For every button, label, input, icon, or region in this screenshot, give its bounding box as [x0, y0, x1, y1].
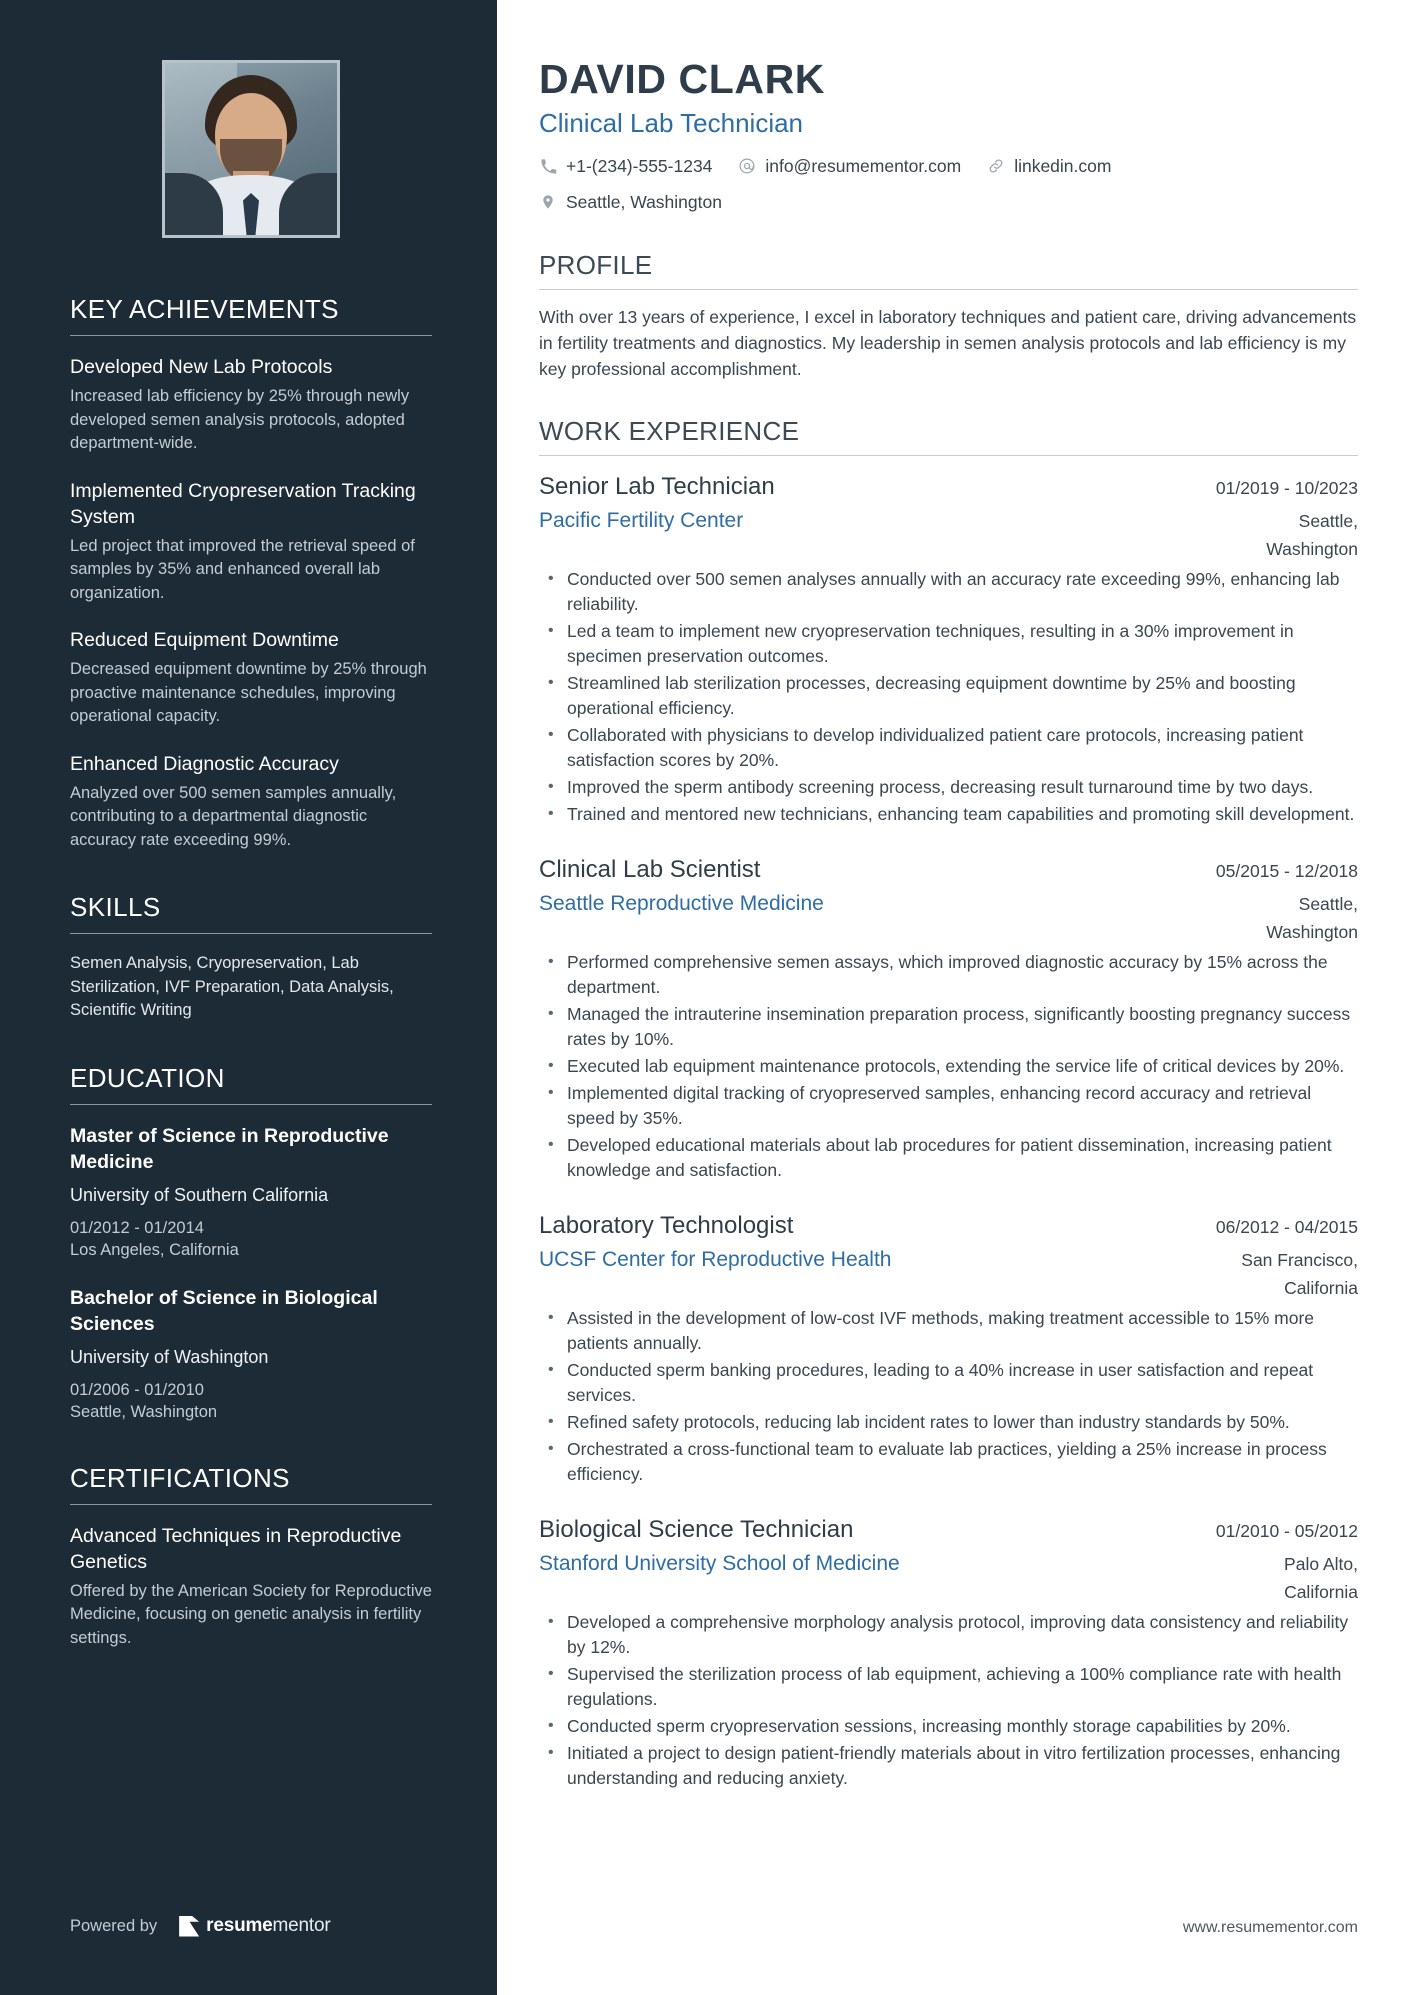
section-skills [70, 892, 432, 1023]
job-company-row [539, 888, 1358, 946]
certification-title: Advanced Techniques in Reproductive Genetics [70, 1524, 402, 1573]
achievement-item [70, 751, 432, 853]
job-bullets [539, 950, 1358, 1183]
certification-item [70, 1523, 432, 1651]
main-content [497, 0, 1410, 1995]
achievement-title: Developed New Lab Protocols [70, 356, 333, 378]
certifications-heading: CERTIFICATIONS [70, 1462, 290, 1493]
job-bullet: • Orchestrated a cross-functional team to evaluate lab practices, yielding a 25% increase in process efficiency. [539, 1437, 1358, 1487]
job-position: Senior Lab Technician [539, 473, 775, 500]
achievement-description: Increased lab efficiency by 25% through newly developed semen analysis protocols, adopted department-wide. [70, 387, 410, 452]
job-title-row [539, 1513, 1358, 1548]
job-entry [539, 470, 1358, 827]
education-heading: EDUCATION [70, 1062, 225, 1093]
profile-heading: PROFILE [539, 250, 653, 280]
resume-header [539, 54, 1358, 216]
job-bullet: • Led a team to implement new cryopreservation techniques, resulting in a 30% improvement in specimen preservation outcomes. [539, 619, 1358, 669]
contact-phone[interactable] [539, 152, 712, 180]
achievement-item [70, 627, 432, 729]
job-bullet: • Assisted in the development of low-cost IVF methods, making treatment accessible to 15% more patients annually. [539, 1306, 1358, 1356]
profile-photo-container [70, 60, 432, 238]
job-bullet: • Trained and mentored new technicians, enhancing team capabilities and promoting skill development. [539, 802, 1358, 827]
certification-description: Offered by the American Society for Reproductive Medicine, focusing on genetic analysis in fertility settings. [70, 1581, 432, 1647]
job-company-row [539, 505, 1358, 563]
achievement-description: Analyzed over 500 semen samples annually, contributing to a departmental diagnostic accuracy rate exceeding 99%. [70, 783, 397, 849]
job-bullet: • Conducted over 500 semen analyses annually with an accuracy rate exceeding 99%, enhancing lab reliability. [539, 567, 1358, 617]
achievement-description: Led project that improved the retrieval speed of samples by 35% and enhanced overall lab organization. [70, 536, 415, 602]
job-bullets [539, 1306, 1358, 1487]
section-profile [539, 250, 1358, 382]
job-location: Seattle, Washington [1266, 894, 1358, 942]
contact-email[interactable] [738, 152, 961, 180]
divider [70, 933, 432, 934]
job-entry [539, 1513, 1358, 1791]
job-bullet: • Conducted sperm banking procedures, leading to a 40% increase in user satisfaction and repeat services. [539, 1358, 1358, 1408]
resumementor-mark-icon [179, 1916, 199, 1937]
job-position: Biological Science Technician [539, 1516, 854, 1543]
email-text: info@resumementor.com [765, 156, 962, 176]
job-location: Seattle, Washington [1266, 511, 1358, 559]
contact-row [539, 152, 1199, 216]
job-bullet: • Streamlined lab sterilization processes, decreasing equipment downtime by 25% and boosting operational efficiency. [539, 671, 1358, 721]
job-bullets [539, 1610, 1358, 1791]
education-degree: Bachelor of Science in Biological Sciences [70, 1286, 378, 1335]
job-bullet: • Refined safety protocols, reducing lab incident rates to lower than industry standards by 50%. [539, 1410, 1358, 1435]
skills-heading: SKILLS [70, 892, 161, 922]
resumementor-logo [179, 1915, 330, 1937]
job-company[interactable]: Pacific Fertility Center [539, 509, 744, 532]
job-title-row [539, 853, 1358, 888]
divider [539, 455, 1358, 456]
education-location: Seattle, Washington [70, 1402, 218, 1421]
email-icon [738, 157, 756, 175]
job-bullets [539, 567, 1358, 827]
education-degree: Master of Science in Reproductive Medicine [70, 1124, 389, 1173]
job-title-row [539, 1209, 1358, 1244]
profile-text: With over 13 years of experience, I excel in laboratory techniques and patient care, driving advancements in fertility treatments and diagnostics. My leadership in semen analysis protocols and lab efficiency is my key professional accomplishment. [539, 307, 1357, 379]
skills-list: Semen Analysis, Cryopreservation, Lab Sterilization, IVF Preparation, Data Analysis, Scientific Writing [70, 954, 394, 1019]
achievement-title: Enhanced Diagnostic Accuracy [70, 752, 339, 775]
job-company-row [539, 1244, 1358, 1302]
job-position: Clinical Lab Scientist [539, 856, 761, 883]
education-dates: 01/2006 - 01/2010 [70, 1380, 204, 1399]
job-bullet: • Performed comprehensive semen assays, which improved diagnostic accuracy by 15% across the department. [539, 950, 1358, 1000]
profile-photo [162, 60, 340, 238]
job-dates: 05/2015 - 12/2018 [1215, 861, 1358, 881]
sidebar [0, 0, 497, 1995]
education-location: Los Angeles, California [70, 1240, 239, 1259]
powered-by-label: Powered by [70, 1916, 158, 1935]
location-icon [539, 193, 557, 211]
job-bullet: • Collaborated with physicians to develop individualized patient care protocols, increasing patient satisfaction scores by 20%. [539, 723, 1358, 773]
job-bullet: • Developed educational materials about lab procedures for patient dissemination, increasing patient knowledge and satisfaction. [539, 1133, 1358, 1183]
job-dates: 06/2012 - 04/2015 [1215, 1217, 1358, 1237]
achievement-item [70, 478, 432, 606]
job-title-row [539, 470, 1358, 505]
job-bullet: • Conducted sperm cryopreservation sessions, increasing monthly storage capabilities by 20%. [539, 1714, 1358, 1739]
section-education [70, 1063, 432, 1423]
phone-icon [539, 157, 557, 175]
contact-location [539, 188, 722, 216]
achievement-item [70, 354, 432, 456]
phone-text: +1-(234)-555-1234 [566, 156, 713, 176]
education-item [70, 1285, 432, 1423]
job-company[interactable]: Stanford University School of Medicine [539, 1552, 900, 1575]
job-location: San Francisco, California [1241, 1250, 1358, 1298]
job-company[interactable]: UCSF Center for Reproductive Health [539, 1248, 892, 1271]
work-experience-heading: WORK EXPERIENCE [539, 416, 800, 446]
job-bullet: • Supervised the sterilization process of lab equipment, achieving a 100% compliance rate with health regulations. [539, 1662, 1358, 1712]
education-school: University of Washington [70, 1346, 269, 1367]
education-dates: 01/2012 - 01/2014 [70, 1218, 204, 1237]
divider [70, 1504, 432, 1505]
education-school: University of Southern California [70, 1184, 329, 1205]
achievement-title: Implemented Cryopreservation Tracking System [70, 479, 416, 528]
sidebar-footer [70, 1915, 330, 1937]
divider [70, 1104, 432, 1105]
section-certifications [70, 1463, 432, 1651]
candidate-job-title: Clinical Lab Technician [539, 108, 804, 138]
achievement-title: Reduced Equipment Downtime [70, 629, 339, 651]
job-company-row [539, 1548, 1358, 1606]
candidate-name: DAVID CLARK [539, 56, 825, 102]
divider [70, 335, 432, 336]
footer-website-url[interactable]: www.resumementor.com [1182, 1919, 1358, 1936]
job-bullet: • Implemented digital tracking of cryopreserved samples, enhancing record accuracy and retrieval speed by 35%. [539, 1081, 1358, 1131]
education-item [70, 1123, 432, 1261]
job-position: Laboratory Technologist [539, 1212, 794, 1239]
key-achievements-heading: KEY ACHIEVEMENTS [70, 294, 339, 324]
job-bullet: • Managed the intrauterine insemination preparation process, significantly boosting pregnancy success rates by 10%. [539, 1002, 1358, 1052]
section-key-achievements [70, 294, 432, 852]
divider [539, 289, 1358, 290]
job-dates: 01/2010 - 05/2012 [1215, 1521, 1358, 1541]
job-bullet: • Initiated a project to design patient-friendly materials about in vitro fertilization processes, enhancing understanding and reducing anxiety. [539, 1741, 1358, 1791]
job-bullet: • Executed lab equipment maintenance protocols, extending the service life of critical devices by 20%. [539, 1054, 1358, 1079]
job-location: Palo Alto, California [1284, 1554, 1358, 1602]
linkedin-text: linkedin.com [1014, 156, 1112, 176]
contact-linkedin[interactable] [987, 152, 1111, 180]
job-bullet: • Developed a comprehensive morphology analysis protocol, improving data consistency and reliability by 12%. [539, 1610, 1358, 1660]
job-company[interactable]: Seattle Reproductive Medicine [539, 892, 824, 915]
section-work-experience [539, 416, 1358, 1791]
location-text: Seattle, Washington [566, 192, 722, 212]
brand-name-light: mentor [272, 1915, 331, 1936]
link-icon [987, 157, 1005, 175]
job-entry [539, 1209, 1358, 1487]
job-dates: 01/2019 - 10/2023 [1215, 478, 1358, 498]
job-entry [539, 853, 1358, 1183]
achievement-description: Decreased equipment downtime by 25% through proactive maintenance schedules, improving operational capacity. [70, 660, 427, 725]
job-bullet: • Improved the sperm antibody screening process, decreasing result turnaround time by two days. [539, 775, 1358, 800]
brand-name-bold: resume [206, 1915, 273, 1936]
